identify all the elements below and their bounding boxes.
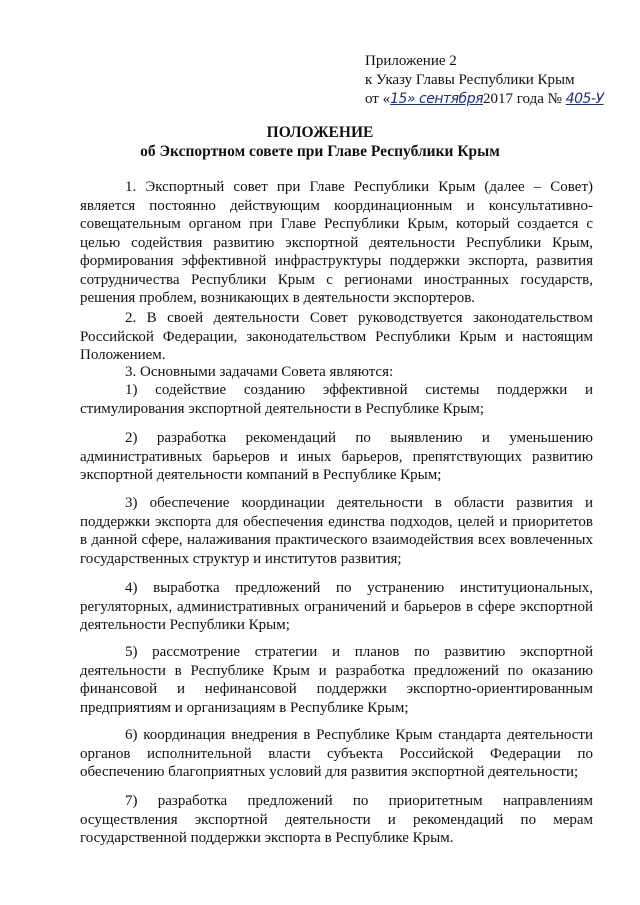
handwritten-date: 15» сентября — [390, 91, 483, 107]
date-suffix: 2017 года № — [483, 91, 562, 107]
task-item-5: 5) рассмотрение стратегии и планов по развитию экспортной деятельности в Республике Крым и разработка предложений по оказанию финансовой и нефинансовой поддержки экспортно-ориентированным предприятиям и организациям в Республике Крым; — [80, 644, 593, 716]
date-prefix: от « — [365, 91, 391, 107]
task-item-3: 3) обеспечение координации деятельности в области развития и поддержки экспорта для обеспечения единства подходов, целей и приоритетов в данной сфере, налаживания практического взаимодействия всех вовлеченных государственных структур и институтов развития; — [80, 495, 593, 567]
handwritten-number: 405-У — [565, 91, 604, 107]
task-item-6: 6) координация внедрения в Республике Крым стандарта деятельности органов исполнительной власти субъекта Российской Федерации по обеспечению благоприятных условий для развития экспортной деятельности; — [80, 727, 593, 780]
task-item-4: 4) выработка предложений по устранению институциональных, регуляторных, административных ограничений и барьеров в сфере экспортной деятельности Республики Крым; — [80, 580, 593, 633]
appendix-decree-ref: к Указу Главы Республики Крым — [365, 72, 575, 88]
appendix-number: Приложение 2 — [365, 53, 457, 69]
task-item-7: 7) разработка предложений по приоритетным направлениям осуществления экспортной деятельности и рекомендаций по мерам государственной поддержки экспорта в Республике Крым. — [80, 793, 593, 846]
appendix-block — [365, 52, 604, 109]
task-item-2: 2) разработка рекомендаций по выявлению и уменьшению административных барьеров и иных барьеров, препятствующих развитию экспортной деятельности компаний в Республике Крым; — [80, 430, 593, 483]
document-title: ПОЛОЖЕНИЕ — [266, 124, 374, 141]
document-subtitle: об Экспортном совете при Главе Республики Крым — [140, 143, 500, 160]
paragraph-3: 3. Основными задачами Совета являются: — [125, 364, 394, 380]
appendix-date-line — [365, 90, 604, 109]
paragraph-1: 1. Экспортный совет при Главе Республики Крым (далее – Совет) является постоянно действующим координационным и консультативно-совещательным органом при Главе Республики Крым, который создается с целью содействия развитию экспортной деятельности Республики Крым, формирования эффективной инфраструктуры поддержки экспорта, развития сотрудничества Республики Крым с регионами иностранных государств, решения проблем, возникающих в деятельности экспортеров. — [80, 179, 593, 306]
task-item-1: 1) содействие созданию эффективной системы поддержки и стимулирования экспортной деятельности в Республике Крым; — [80, 382, 593, 417]
paragraph-2: 2. В своей деятельности Совет руководствуется законодательством Российской Федерации, законодательством Республики Крым и настоящим Положением. — [80, 310, 593, 363]
